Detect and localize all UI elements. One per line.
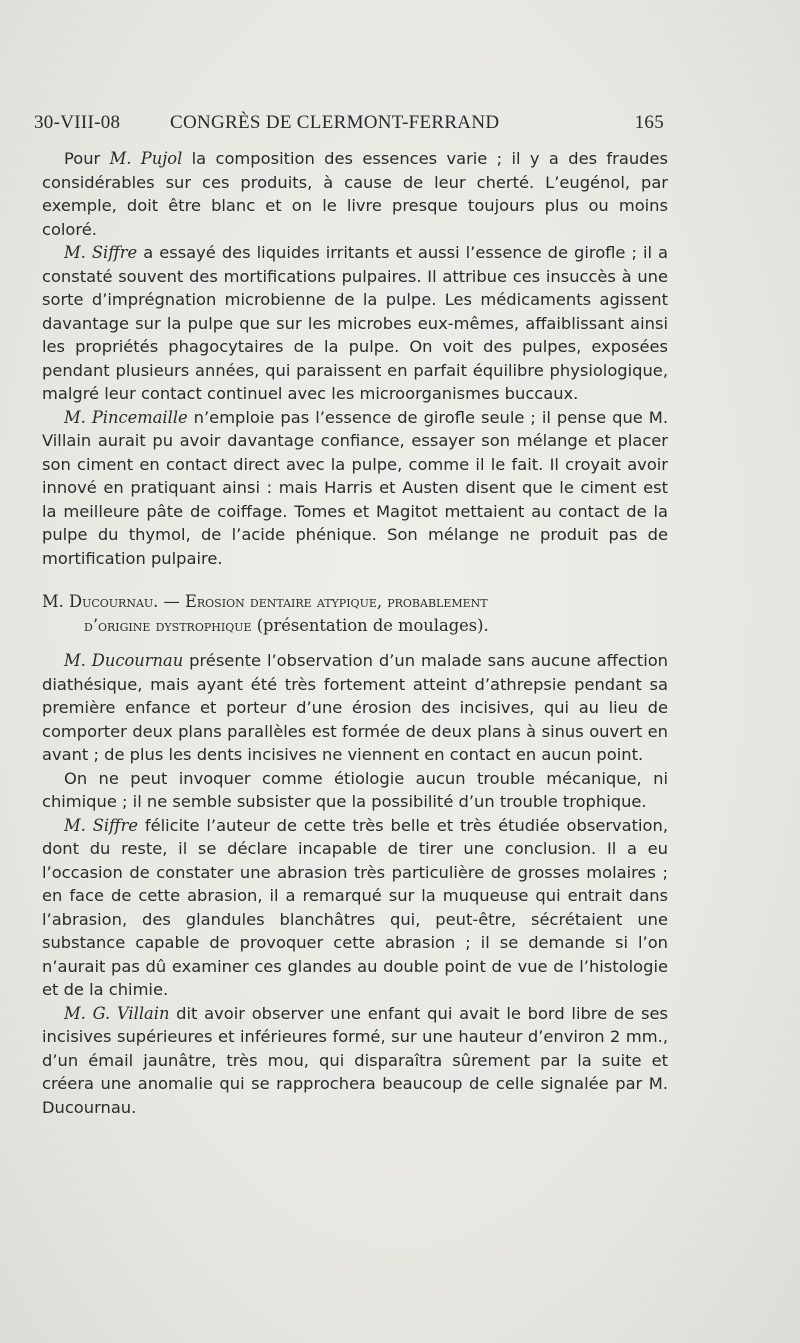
- speaker-name: M. G. Villain: [64, 1003, 170, 1023]
- paragraph-siffre: [42, 241, 668, 406]
- header-date: 30-VIII-08: [34, 112, 121, 133]
- paragraph-text: Pour: [64, 149, 110, 168]
- paragraph-text: n’emploie pas l’essence de girofle seule ; il pense que M. Villain aurait pu avoir davantage confiance, essayer son mélange et placer son ciment en contact direct avec la pulpe, comme il le fait. Il croyait avoir innové en pratiquant ainsi : mais Harris et Austen disent que le ciment est la meilleure pâte de coiffage. Tomes et Magitot mettaient au contact de la pulpe du thymol, de l’acide phénique. Son mélange ne produit pas de mortification pulpaire.: [42, 407, 669, 568]
- section-title-line2-wrap: [42, 614, 668, 638]
- section-author: M. Ducournau.: [42, 592, 159, 611]
- section-title-line1: Erosion dentaire atypique, probablement: [185, 592, 488, 611]
- section-title-line2: d’origine dystrophique: [84, 615, 252, 635]
- speaker-name: M. Pincemaille: [64, 407, 188, 427]
- paragraph-siffre-2: [42, 814, 668, 1002]
- paragraph-text: félicite l’auteur de cette très belle et très étudiée observation, dont du reste, il se déclare incapable de tirer une conclusion. Il a eu l’occasion de constater une abrasion très particulière de grosses molaires ; en face de cette abrasion, il a remarqué sur la muqueuse qui entrait dans l’abrasion, des glandules blanchâtres qui, peut-être, sécrétaient une substance capable de provoquer cette abrasion ; il se demande si l’on n’aurait pas dû examiner ces glandes au double point de vue de l’histologie et de la chimie.: [42, 815, 668, 999]
- section-heading: [42, 590, 668, 637]
- paragraph-villain: [42, 1002, 668, 1120]
- running-header: [34, 112, 664, 138]
- paragraph-text: a essayé des liquides irritants et aussi l’essence de girofle ; il a constaté souvent des mortifications pulpaires. Il attribue ces insuccès à une sorte d’imprégnation microbienne de la pulpe. Les médicaments agissent davantage sur la pulpe que sur les microbes eux-mêmes, affaiblissant ainsi les propriétés phagocytaires de la pulpe. On voit des pulpes, exposées pendant plusieurs années, qui paraissent en parfait équilibre physiologique, malgré leur contact continuel avec les microorganismes buccaux.: [42, 243, 668, 403]
- paragraph-ducournau: [42, 649, 668, 767]
- paragraph-text: présente l’observation d’un malade sans aucune affection diathésique, mais ayant été très fortement atteint d’athrepsie pendant sa première enfance et porteur d’une érosion des incisives, qui au lieu de comporter deux plans parallèles est formée de deux plans à sinus ouvert en avant ; de plus les dents incisives ne viennent en contact en aucun point.: [42, 651, 668, 764]
- page-number: 165: [634, 112, 664, 133]
- speaker-name: M. Pujol: [109, 149, 183, 168]
- speaker-name: M. Siffre: [64, 815, 139, 835]
- speaker-name: M. Siffre: [64, 243, 138, 262]
- speaker-name: M. Ducournau: [64, 651, 184, 670]
- section-note: (présentation de moulages).: [251, 615, 489, 635]
- paragraph-pujol: [42, 147, 668, 241]
- paragraph-text: dit avoir observer une enfant qui avait le bord libre de ses incisives supérieures et inférieures formé, sur une hauteur d’environ 2 mm., d’un émail jaunâtre, très mou, qui disparaîtra sûrement par la suite et créera une anomalie qui se rapprochera beaucoup de celle signalée par M. Ducournau.: [42, 1003, 668, 1117]
- paragraph-text: la composition des essences varie ; il y a des fraudes considérables sur ces produits, à cause de leur cherté. L’eugénol, par exemple, doit être blanc et on le livre presque toujours plus ou moins coloré.: [42, 149, 668, 239]
- section-dash: —: [158, 592, 185, 611]
- paragraph-pincemaille: [42, 406, 668, 571]
- paragraph-etiologie: On ne peut invoquer comme étiologie aucun trouble mécanique, ni chimique ; il ne semble subsister que la possibilité d’un trouble trophique.: [42, 768, 668, 811]
- header-title: CONGRÈS DE CLERMONT-FERRAND: [170, 112, 500, 133]
- page-body: [42, 147, 668, 1119]
